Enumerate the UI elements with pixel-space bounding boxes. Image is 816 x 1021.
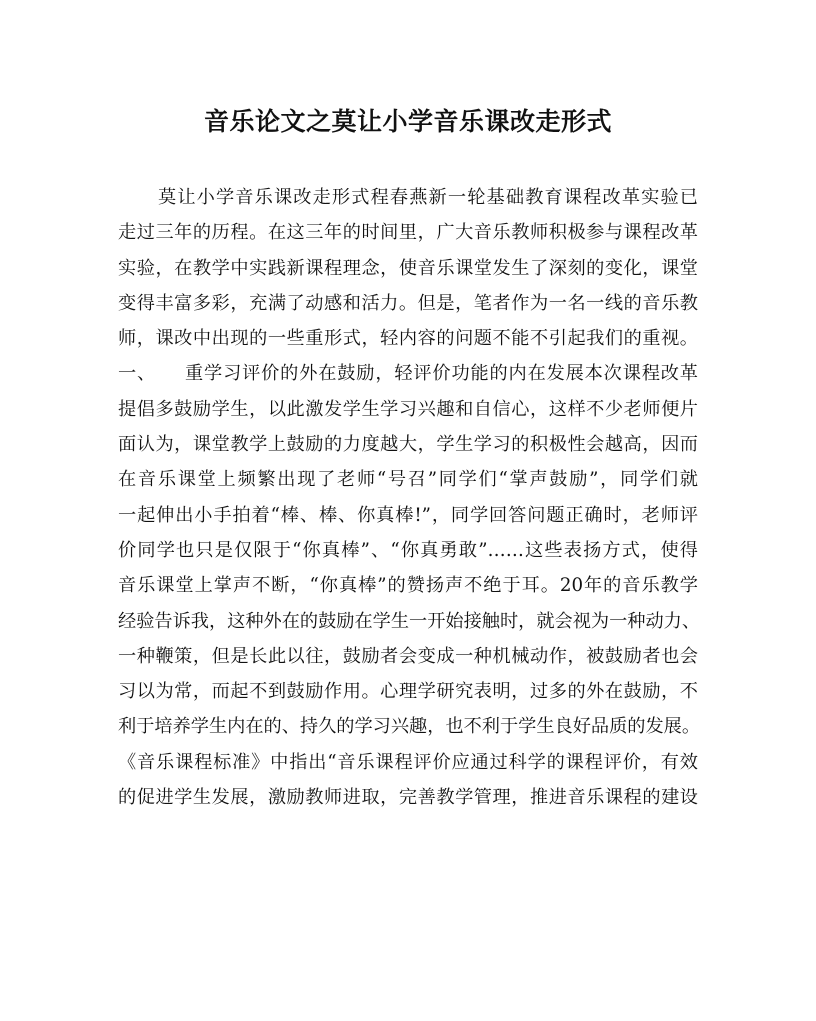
body-line: 面认为，课堂教学上鼓励的力度越大，学生学习的积极性会越高，因而: [118, 434, 698, 456]
body-line: 音乐课堂上掌声不断，“你真棒”的赞扬声不绝于耳。20年的音乐教学: [118, 575, 698, 597]
body-line: 一、 重学习评价的外在鼓励，轻评价功能的内在发展本次课程改革: [118, 363, 698, 385]
body-line: 利于培养学生内在的、持久的学习兴趣，也不利于学生良好品质的发展。: [118, 716, 701, 738]
document-body: [118, 180, 701, 815]
body-line: 价同学也只是仅限于“你真棒”、“你真勇敢”……这些表扬方式，使得: [118, 539, 698, 561]
body-line: 习以为常，而起不到鼓励作用。心理学研究表明，过多的外在鼓励，不: [118, 681, 698, 703]
body-line: 一起伸出小手拍着“棒、棒、你真棒!”，同学回答问题正确时，老师评: [118, 504, 698, 526]
body-line: 师，课改中出现的一些重形式，轻内容的问题不能不引起我们的重视。: [118, 328, 698, 350]
body-line: 《音乐课程标准》中指出“音乐课程评价应通过科学的课程评价，有效: [118, 751, 698, 773]
body-line: 经验告诉我，这种外在的鼓励在学生一开始接触时，就会视为一种动力、: [118, 610, 701, 632]
body-line: 在音乐课堂上频繁出现了老师“号召”同学们“掌声鼓励”，同学们就: [118, 469, 698, 491]
body-line: 的促进学生发展，激励教师进取，完善教学管理，推进音乐课程的建设: [118, 787, 698, 809]
body-line: 提倡多鼓励学生，以此激发学生学习兴趣和自信心，这样不少老师便片: [118, 398, 698, 420]
body-line: 一种鞭策，但是长此以往，鼓励者会变成一种机械动作，被鼓励者也会: [118, 645, 698, 667]
body-line: 莫让小学音乐课改走形式程春燕新一轮基础教育课程改革实验已: [158, 187, 698, 208]
body-line: 变得丰富多彩，充满了动感和活力。但是，笔者作为一名一线的音乐教: [118, 292, 698, 314]
body-line: 走过三年的历程。在这三年的时间里，广大音乐教师积极参与课程改革: [118, 222, 698, 244]
body-line: 实验，在教学中实践新课程理念，使音乐课堂发生了深刻的变化，课堂: [118, 257, 698, 279]
document-title: 音乐论文之莫让小学音乐课改走形式: [203, 107, 612, 136]
